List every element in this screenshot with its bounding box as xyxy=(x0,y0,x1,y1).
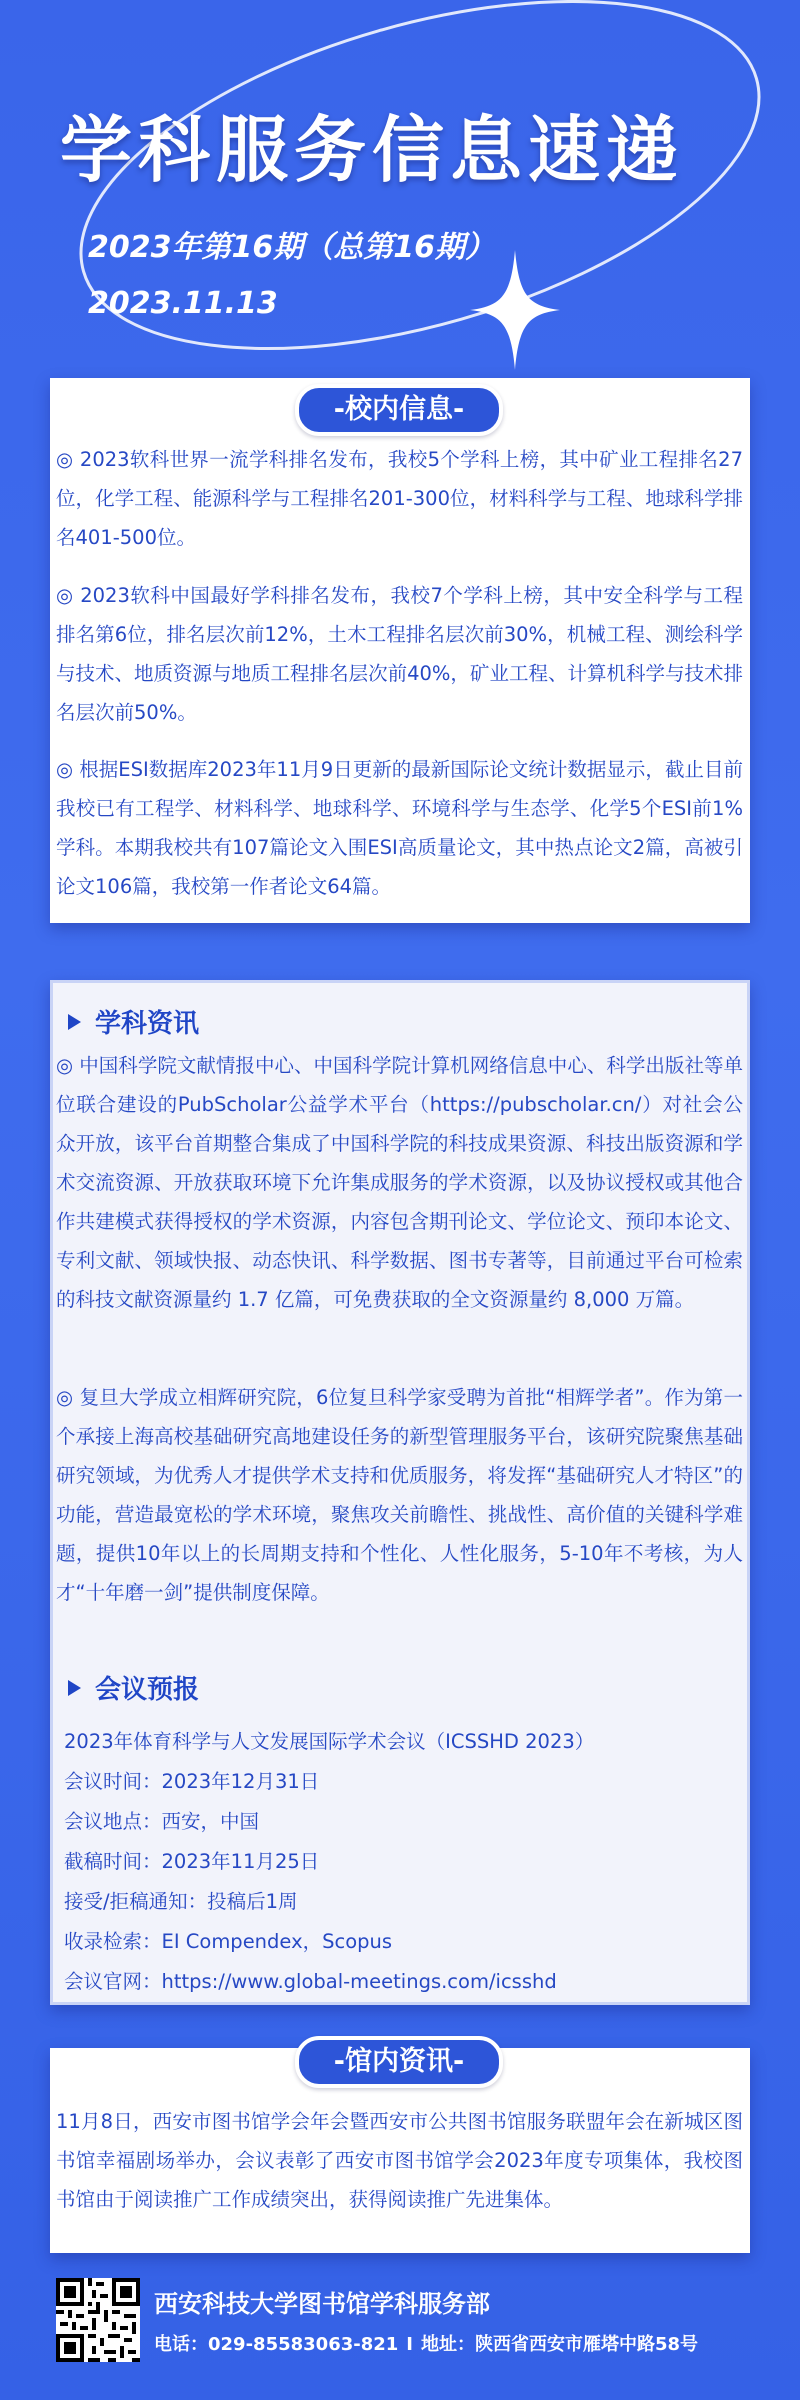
conference-place: 会议地点：西安，中国 xyxy=(64,1810,260,1833)
conference-website[interactable]: 会议官网：https://www.global-meetings.com/icsshd xyxy=(64,1970,557,1993)
issue-number: 2023年第16期（总第16期） xyxy=(88,230,495,265)
news-heading xyxy=(68,1003,199,1040)
decorative-ring xyxy=(0,0,800,420)
conference-index: 收录检索：EI Compendex，Scopus xyxy=(64,1930,393,1953)
conference-notify: 接受/拒稿通知：投稿后1周 xyxy=(64,1890,298,1913)
conference-time: 会议时间：2023年12月31日 xyxy=(64,1770,320,1793)
news-item: ◎ 中国科学院文献情报中心、中国科学院计算机网络信息中心、科学出版社等单位联合建设的PubScholar公益学术平台（https://pubscholar.cn/）对社会公众开放，该平台首期整合集成了中国科学院的科技成果资源、科技出版资源和学术交流资源、开放获取环境下允许集成服务的学术资源，以及协议授权或其他合作共建模式获得授权的学术资源，内容包含期刊论文、学位论文、预印本论文、专利文献、领域快报、动态快讯、科学数据、图书专著等，目前通过平台可检索的科技文献资源量约 1.7 亿篇，可免费获取的全文资源量约 8,000 万篇。 xyxy=(56,1054,743,1311)
issue-date: 2023.11.13 xyxy=(88,286,278,321)
conference-deadline: 截稿时间：2023年11月25日 xyxy=(64,1850,320,1873)
sparkle-star-icon xyxy=(470,250,560,370)
phone-number: 电话：029-85583063-821 xyxy=(154,2334,399,2355)
library-news-text: 11月8日，西安市图书馆学会年会暨西安市公共图书馆服务联盟年会在新城区图书馆幸福剧场举办，会议表彰了西安市图书馆学会2023年度专项集体，我校图书馆由于阅读推广工作成绩突出，获得阅读推广先进集体。 xyxy=(56,2110,743,2211)
conference-heading-label: 会议预报 xyxy=(95,1675,200,1705)
campus-item: ◎ 2023软科世界一流学科排名发布，我校5个学科上榜，其中矿业工程排名27位，化学工程、能源科学与工程排名201-300位，材料科学与工程、地球科学排名401-500位。 xyxy=(56,448,743,549)
separator: I xyxy=(406,2334,413,2355)
footer xyxy=(56,2278,756,2364)
organization-name: 西安科技大学图书馆学科服务部 xyxy=(154,2290,490,2318)
triangle-bullet-icon xyxy=(68,1014,81,1030)
campus-item: ◎ 2023软科中国最好学科排名发布，我校7个学科上榜，其中安全科学与工程排名第6位，排名层次前12%，土木工程排名层次前30%，机械工程、测绘科学与技术、地质资源与地质工程排名层次前40%，矿业工程、计算机科学与技术排名层次前50%。 xyxy=(56,584,743,724)
conference-heading xyxy=(68,1669,199,1706)
news-item: ◎ 复旦大学成立相辉研究院，6位复旦科学家受聘为首批“相辉学者”。作为第一个承接上海高校基础研究高地建设任务的新型管理服务平台，该研究院聚焦基础研究领域，为优秀人才提供学术支持和优质服务，将发挥“基础研究人才特区”的功能，营造最宽松的学术环境，聚焦攻关前瞻性、挑战性、高价值的关键科学难题，提供10年以上的长周期支持和个性化、人性化服务，5-10年不考核，为人才“十年磨一剑”提供制度保障。 xyxy=(56,1386,743,1604)
campus-info-heading: -校内信息- xyxy=(295,384,503,436)
conference-name: 2023年体育科学与人文发展国际学术会议（ICSSHD 2023） xyxy=(64,1730,595,1753)
address: 地址：陕西省西安市雁塔中路58号 xyxy=(421,2334,699,2355)
library-news-heading: -馆内资讯- xyxy=(295,2036,503,2088)
triangle-bullet-icon xyxy=(68,1680,81,1696)
news-heading-label: 学科资讯 xyxy=(95,1009,200,1039)
qr-code-icon[interactable] xyxy=(56,2278,140,2362)
contact-info xyxy=(154,2330,698,2356)
campus-item: ◎ 根据ESI数据库2023年11月9日更新的最新国际论文统计数据显示，截止目前我校已有工程学、材料科学、地球科学、环境科学与生态学、化学5个ESI前1%学科。本期我校共有107篇论文入围ESI高质量论文，其中热点论文2篇，高被引论文106篇，我校第一作者论文64篇。 xyxy=(56,758,743,898)
conference-details xyxy=(64,1722,744,2002)
page-title: 学科服务信息速递 xyxy=(60,108,685,192)
